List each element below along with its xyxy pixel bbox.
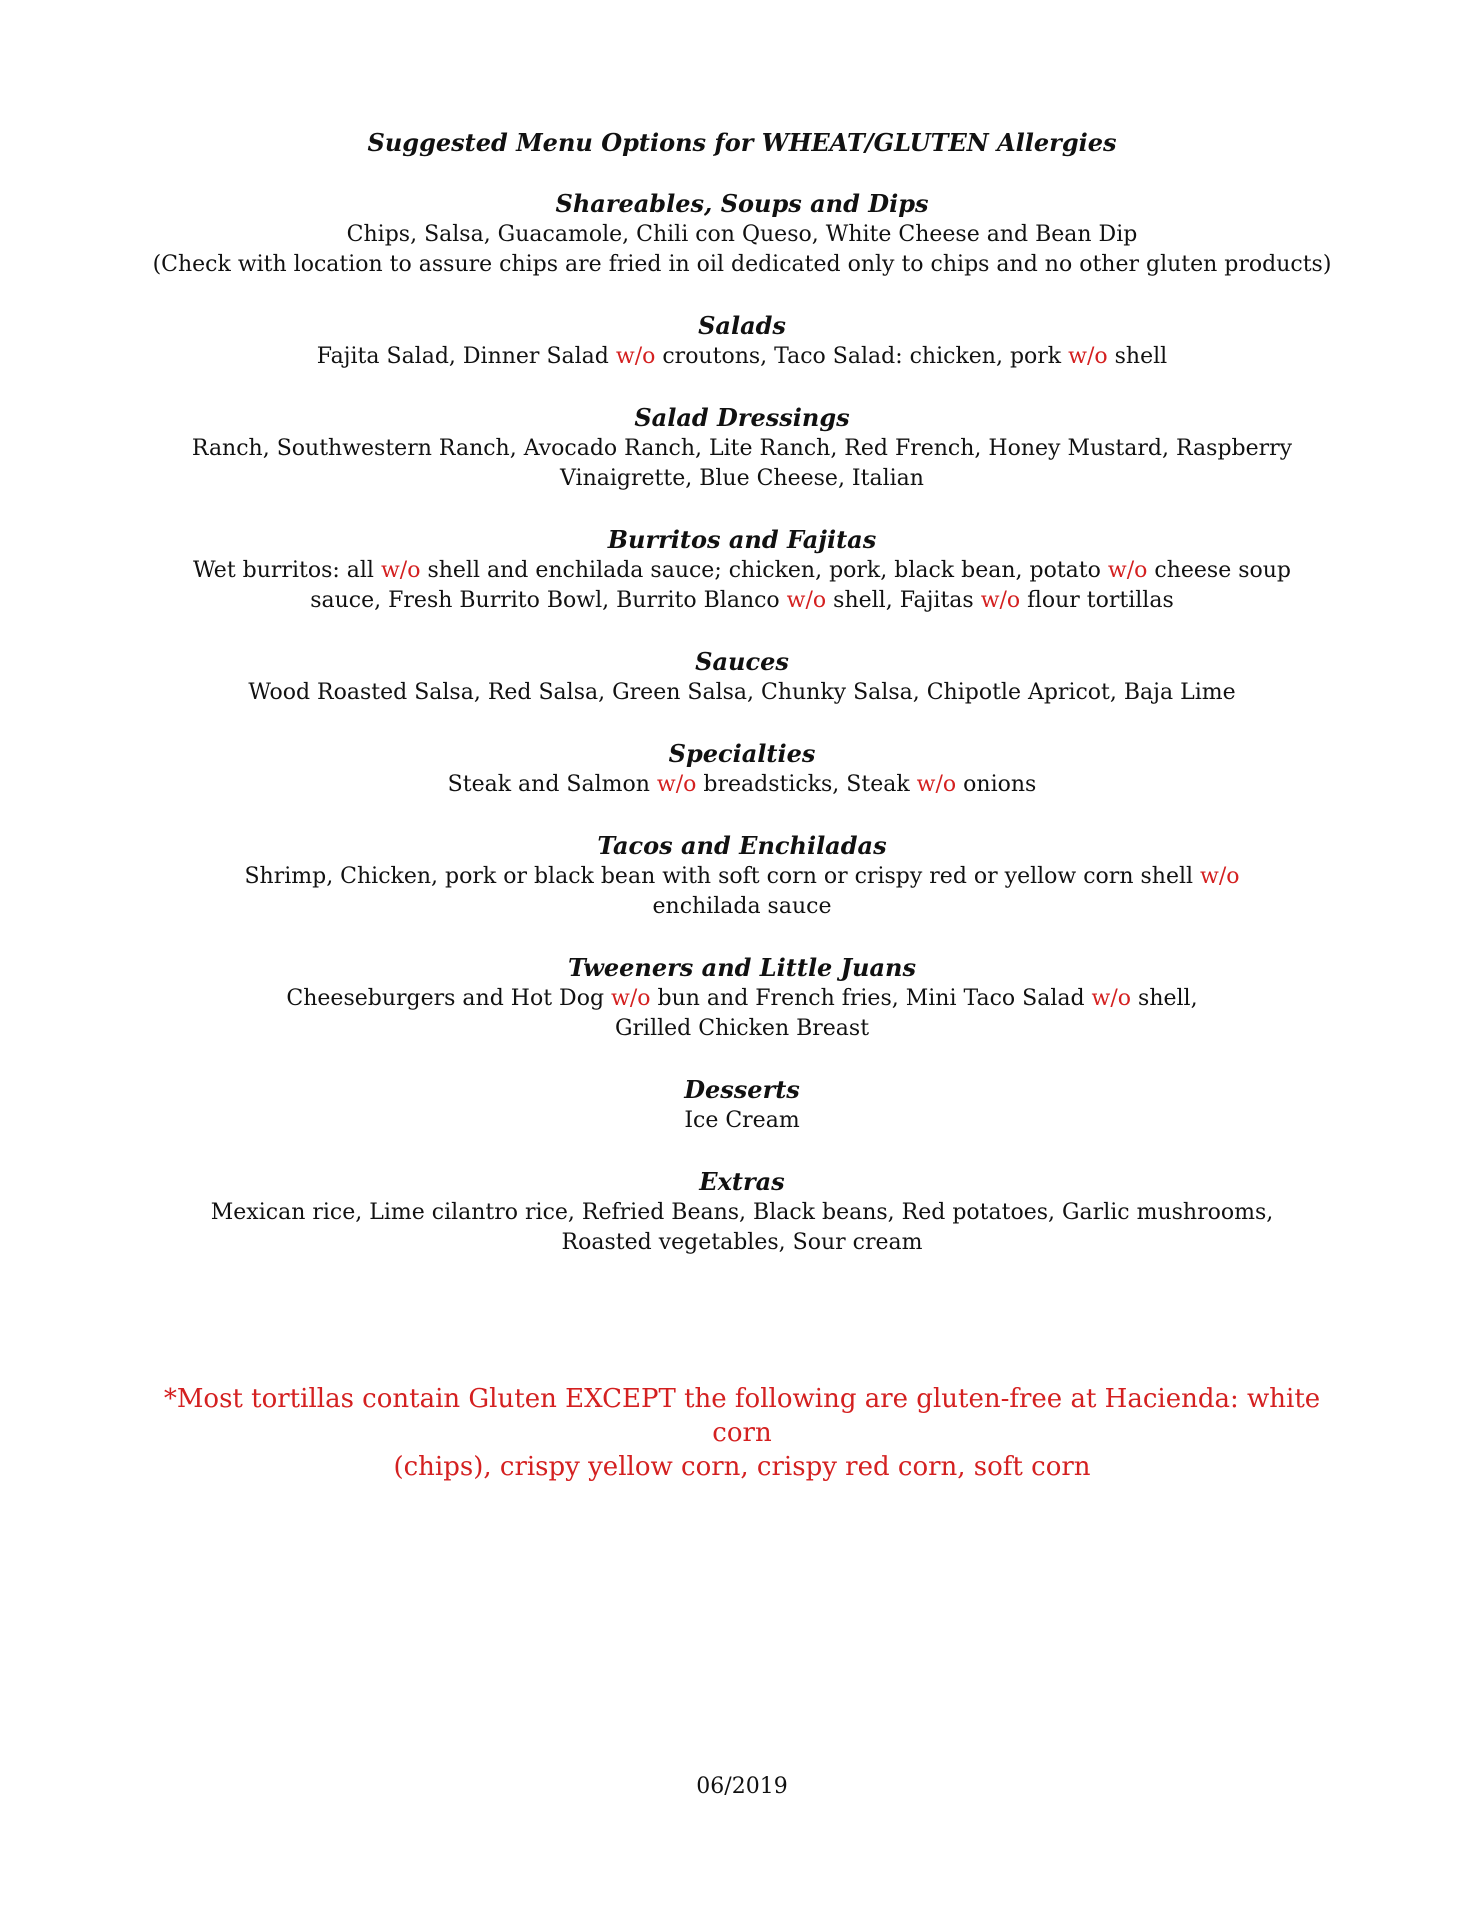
- section-line: [150, 678, 1334, 708]
- without-marker: w/o: [1107, 558, 1148, 583]
- without-marker: w/o: [380, 558, 421, 583]
- line-text: breadsticks, Steak: [696, 772, 917, 797]
- line-text: Ice Cream: [684, 1108, 800, 1133]
- without-marker: w/o: [1091, 986, 1132, 1011]
- line-text: shell, Fajitas: [826, 588, 981, 613]
- menu-sections: [150, 188, 1334, 1258]
- section-heading: Extras: [699, 1167, 785, 1196]
- line-text: Grilled Chicken Breast: [614, 1016, 870, 1041]
- section-heading: Tweeners and Little Juans: [567, 953, 916, 982]
- line-text: shell and enchilada sauce; chicken, pork, black bean, potato: [420, 558, 1108, 583]
- without-marker: w/o: [916, 772, 957, 797]
- section-heading: Salad Dressings: [634, 403, 850, 432]
- menu-section: [150, 830, 1334, 922]
- line-text: sauce, Fresh Burrito Bowl, Burrito Blanco: [310, 588, 787, 613]
- line-text: shell: [1107, 344, 1168, 369]
- line-text: Ranch, Southwestern Ranch, Avocado Ranch, Lite Ranch, Red French, Honey Mustard, Raspberry: [191, 436, 1293, 461]
- section-heading: Sauces: [695, 647, 789, 676]
- section-line: [150, 342, 1334, 372]
- menu-section: [150, 524, 1334, 616]
- section-line: [150, 586, 1334, 616]
- section-line: [150, 1198, 1334, 1228]
- line-text: flour tortillas: [1020, 588, 1174, 613]
- menu-content: [150, 126, 1334, 1288]
- without-marker: w/o: [611, 986, 651, 1011]
- gluten-free-tortilla-note: [150, 1382, 1334, 1484]
- section-heading: Shareables, Soups and Dips: [555, 189, 929, 218]
- section-line: [150, 220, 1334, 250]
- without-marker: w/o: [1200, 864, 1240, 889]
- footer-date: 06/2019: [696, 1774, 788, 1799]
- line-text: enchilada sauce: [652, 894, 832, 919]
- section-line: [150, 984, 1334, 1014]
- line-text: Mexican rice, Lime cilantro rice, Refried Beans, Black beans, Red potatoes, Garlic mushrooms,: [210, 1200, 1274, 1225]
- menu-section: [150, 738, 1334, 800]
- section-line: [150, 464, 1334, 494]
- section-heading: Burritos and Fajitas: [607, 525, 877, 554]
- without-marker: w/o: [615, 344, 656, 369]
- section-heading: Salads: [698, 311, 786, 340]
- without-marker: w/o: [786, 588, 827, 613]
- line-text: (Check with location to assure chips are fried in oil dedicated only to chips and no other gluten products): [152, 252, 1332, 277]
- section-heading: Tacos and Enchiladas: [597, 831, 887, 860]
- menu-section: [150, 402, 1334, 494]
- section-line: [150, 250, 1334, 280]
- line-text: Shrimp, Chicken, pork or black bean with soft corn or crispy red or yellow corn shell: [244, 864, 1201, 889]
- line-text: croutons, Taco Salad: chicken, pork: [655, 344, 1069, 369]
- line-text: Fajita Salad, Dinner Salad: [316, 344, 616, 369]
- line-text: Chips, Salsa, Guacamole, Chili con Queso, White Cheese and Bean Dip: [346, 222, 1138, 247]
- menu-section: [150, 188, 1334, 280]
- menu-section: [150, 1166, 1334, 1258]
- section-heading: Specialties: [668, 739, 816, 768]
- menu-section: [150, 646, 1334, 708]
- line-text: bun and French fries, Mini Taco Salad: [650, 986, 1092, 1011]
- section-line: [150, 1014, 1334, 1044]
- section-line: [150, 892, 1334, 922]
- section-line: [150, 556, 1334, 586]
- section-heading: Desserts: [684, 1075, 800, 1104]
- section-line: [150, 1228, 1334, 1258]
- menu-section: [150, 310, 1334, 372]
- page-title: Suggested Menu Options for WHEAT/GLUTEN Allergies: [367, 128, 1117, 157]
- note-line-2: (chips), crispy yellow corn, crispy red corn, soft corn: [393, 1452, 1091, 1482]
- line-text: Roasted vegetables, Sour cream: [561, 1230, 923, 1255]
- section-line: [150, 862, 1334, 892]
- without-marker: w/o: [980, 588, 1021, 613]
- line-text: Steak and Salmon: [447, 772, 657, 797]
- line-text: cheese soup: [1147, 558, 1291, 583]
- without-marker: w/o: [656, 772, 697, 797]
- line-text: Vinaigrette, Blue Cheese, Italian: [560, 466, 924, 491]
- line-text: Wet burritos: all: [192, 558, 381, 583]
- section-line: [150, 770, 1334, 800]
- line-text: onions: [956, 772, 1037, 797]
- note-line-1: *Most tortillas contain Gluten EXCEPT the following are gluten-free at Hacienda: white corn: [163, 1384, 1321, 1448]
- line-text: shell,: [1131, 986, 1198, 1011]
- section-line: [150, 434, 1334, 464]
- menu-section: [150, 952, 1334, 1044]
- without-marker: w/o: [1068, 344, 1108, 369]
- line-text: Cheeseburgers and Hot Dog: [286, 986, 612, 1011]
- section-line: [150, 1106, 1334, 1136]
- menu-section: [150, 1074, 1334, 1136]
- line-text: Wood Roasted Salsa, Red Salsa, Green Salsa, Chunky Salsa, Chipotle Apricot, Baja Lime: [248, 680, 1236, 705]
